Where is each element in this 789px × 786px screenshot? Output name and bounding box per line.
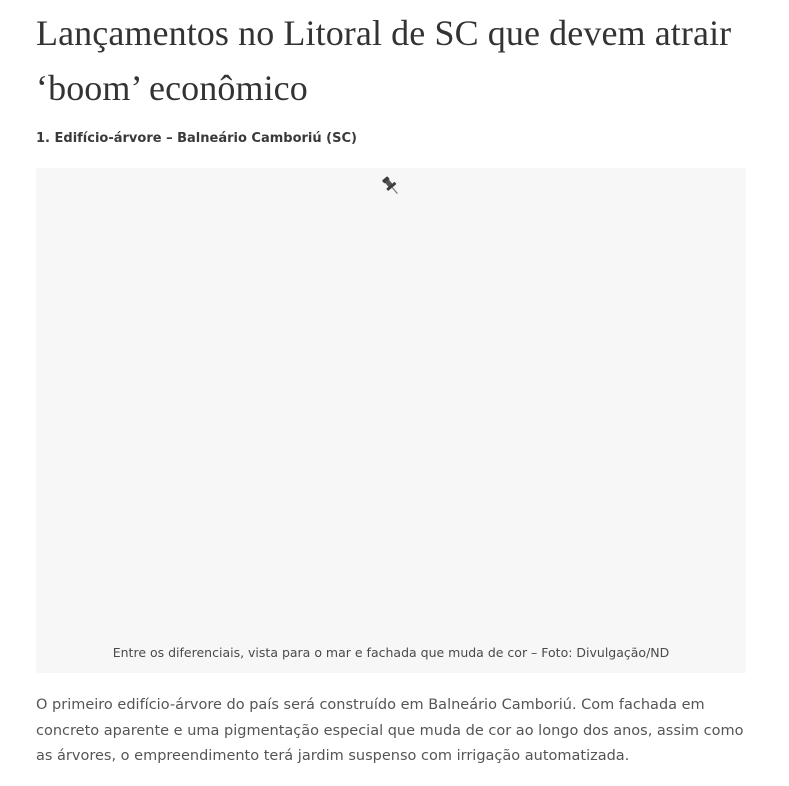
image-caption: Entre os diferenciais, vista para o mar e fachada que muda de cor – Foto: Divulgação/ND (112, 645, 670, 660)
article-paragraph: O primeiro edifício-árvore do país será construído em Balneário Camboriú. Com fachada em concreto aparente e uma pigmentação especial que muda de cor ao longo dos anos, assim como as árvores, o empreendimento terá jardim suspenso com irrigação automatizada. (36, 697, 744, 764)
article (36, 0, 748, 764)
article-headline: Lançamentos no Litoral de SC que devem atrair ‘boom’ econômico (36, 13, 732, 108)
article-image[interactable] (36, 168, 746, 673)
section-subheading: 1. Edifício-árvore – Balneário Camboriú (SC) (36, 131, 357, 146)
pushpin-icon (379, 174, 403, 198)
